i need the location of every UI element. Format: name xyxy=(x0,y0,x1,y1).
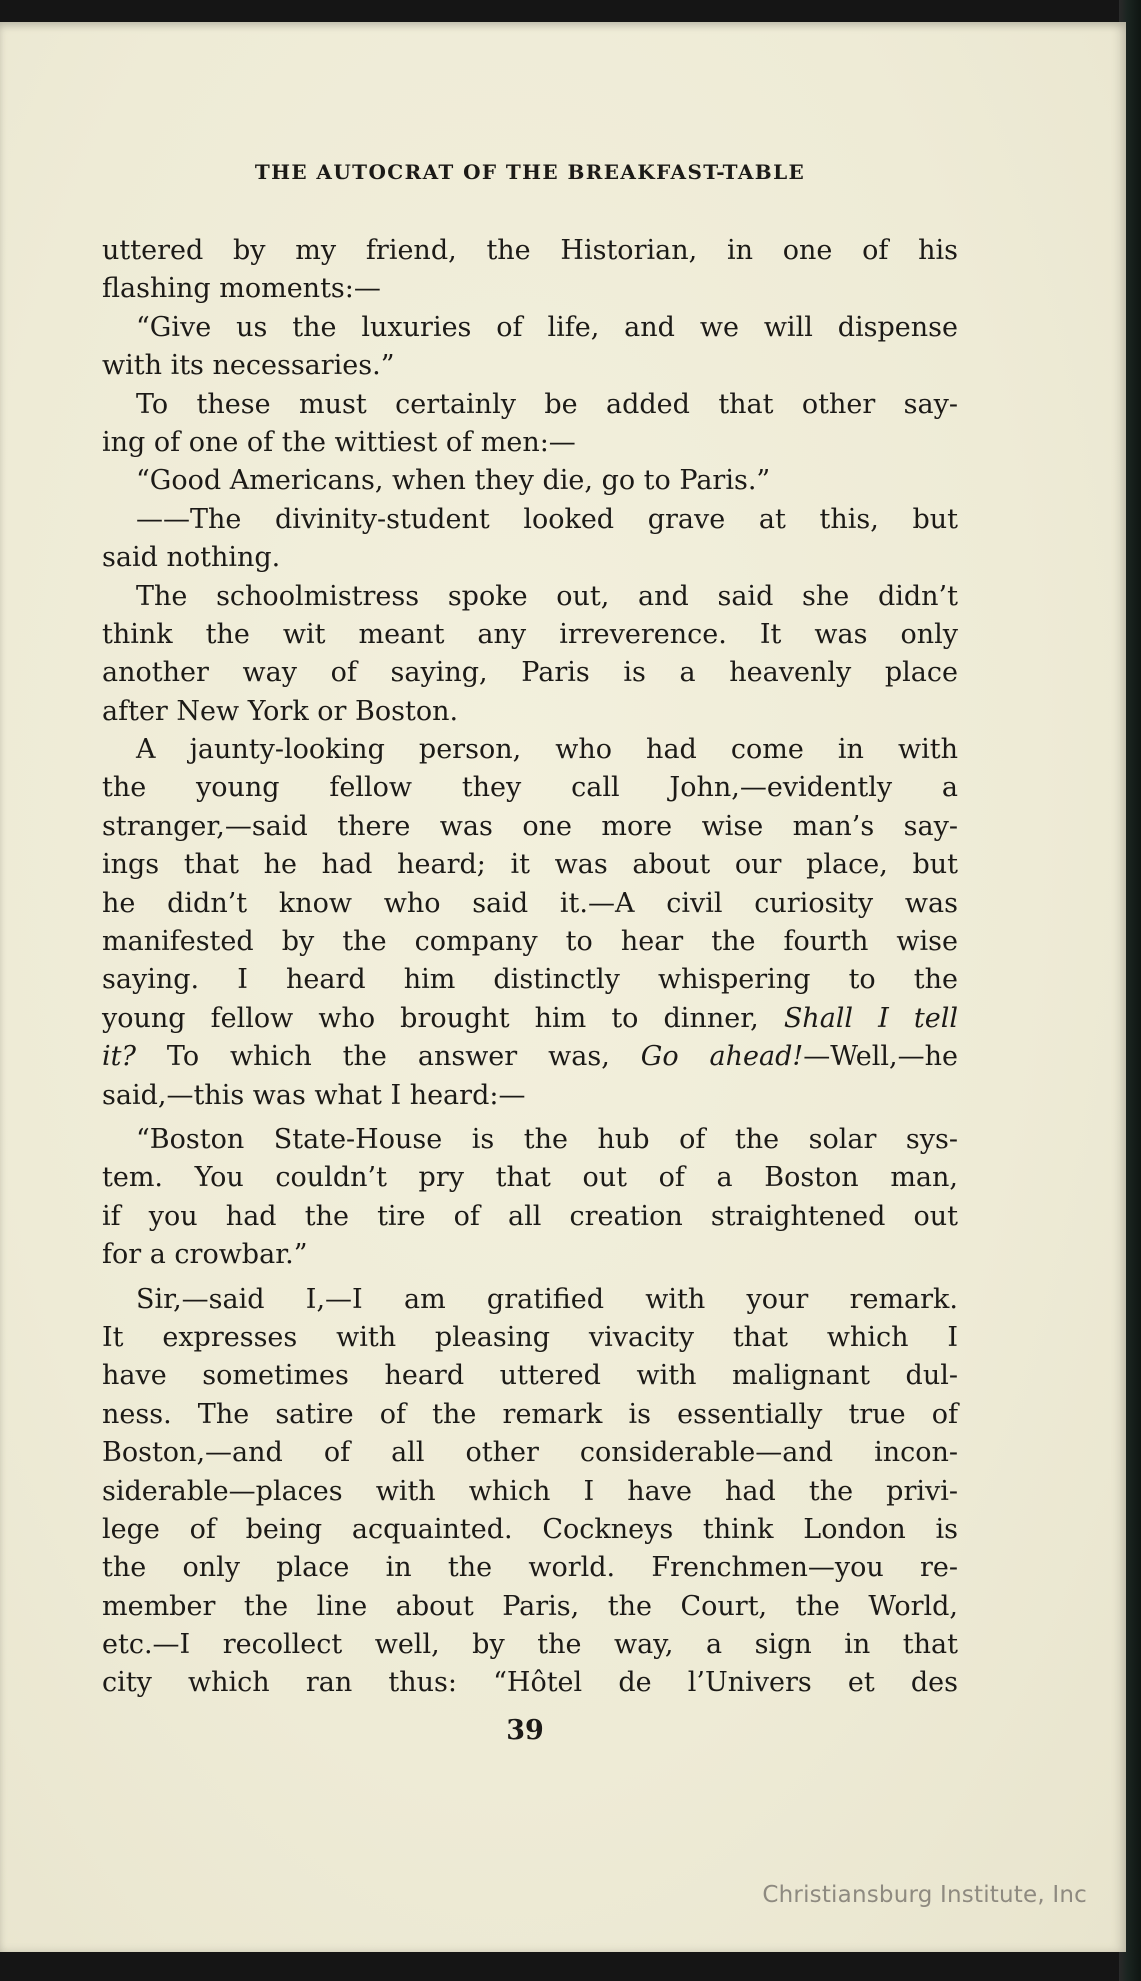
line-text: the young fellow they call John,—evidently a xyxy=(102,772,958,804)
running-head: THE AUTOCRAT OF THE BREAKFAST-TABLE xyxy=(254,160,806,184)
text-line xyxy=(102,1236,958,1274)
line-text: Sir,—said I,—I am gratified with your remark. xyxy=(136,1283,958,1315)
line-text: ings that he had heard; it was about our place, but xyxy=(102,849,958,881)
text-line xyxy=(102,1664,958,1702)
line-text: It expresses with pleasing vivacity that which I xyxy=(102,1321,958,1353)
line-text: the only place in the world. Frenchmen—you re- xyxy=(102,1552,958,1584)
text-line xyxy=(102,1121,958,1159)
line-text: The schoolmistress spoke out, and said she didn’t xyxy=(136,580,958,612)
text-line xyxy=(102,769,958,807)
line-text: young fellow who brought him to dinner, xyxy=(102,1002,784,1034)
line-text: said,—this was what I heard:— xyxy=(102,1079,526,1111)
line-text: another way of saying, Paris is a heavenly place xyxy=(102,657,958,689)
text-line xyxy=(102,539,958,577)
text-line xyxy=(102,654,958,692)
text-line xyxy=(102,1159,958,1197)
line-text: ing of one of the wittiest of men:— xyxy=(102,426,576,458)
line-text: ——The divinity-student looked grave at this, but xyxy=(136,503,958,535)
line-text: A jaunty-looking person, who had come in with xyxy=(136,734,958,766)
line-text: stranger,—said there was one more wise man’s say- xyxy=(102,810,958,842)
text-line xyxy=(102,923,958,961)
text-line xyxy=(102,347,958,385)
text-line xyxy=(102,1549,958,1587)
line-text: member the line about Paris, the Court, the World, xyxy=(102,1590,958,1622)
text-line xyxy=(102,386,958,424)
line-text: tem. You couldn’t pry that out of a Boston man, xyxy=(102,1162,958,1194)
text-line xyxy=(102,270,958,308)
line-text: ness. The satire of the remark is essentially true of xyxy=(102,1398,958,1430)
line-text: manifested by the company to hear the fourth wise xyxy=(102,926,958,958)
line-text: he didn’t know who said it.—A civil curiosity was xyxy=(102,887,958,919)
text-line xyxy=(102,961,958,999)
line-text: “Boston State-House is the hub of the solar sys- xyxy=(136,1123,958,1155)
text-line xyxy=(102,1511,958,1549)
line-text: —Well,—he xyxy=(803,1041,958,1073)
line-text: “Good Americans, when they die, go to Paris.” xyxy=(136,465,771,497)
text-line xyxy=(102,1281,958,1319)
text-line xyxy=(102,462,958,500)
line-text: “Give us the luxuries of life, and we will dispense xyxy=(136,311,958,343)
line-text: lege of being acquainted. Cockneys think London is xyxy=(102,1513,958,1545)
line-text: have sometimes heard uttered with malignant dul- xyxy=(102,1360,958,1392)
line-text: with its necessaries.” xyxy=(102,350,395,382)
line-text: city which ran thus: “Hôtel de l’Univers et des xyxy=(102,1667,958,1699)
text-line xyxy=(102,309,958,347)
text-line xyxy=(102,501,958,539)
text-line xyxy=(102,232,958,270)
line-text: To which the answer was, xyxy=(135,1041,641,1073)
italic-text: Go ahead! xyxy=(640,1041,804,1073)
watermark: Christiansburg Institute, Inc xyxy=(762,1882,1087,1908)
text-line xyxy=(102,1038,958,1076)
text-line xyxy=(102,1473,958,1511)
line-text: after New York or Boston. xyxy=(102,695,459,727)
text-line xyxy=(102,1319,958,1357)
text-line xyxy=(102,1626,958,1664)
text-line xyxy=(102,1357,958,1395)
text-line xyxy=(102,731,958,769)
line-text: siderable—places with which I have had the privi- xyxy=(102,1475,958,1507)
italic-text: Shall I tell xyxy=(783,1002,958,1034)
text-line xyxy=(102,1588,958,1626)
line-text: said nothing. xyxy=(102,542,281,574)
body-text xyxy=(102,232,958,1703)
text-line xyxy=(102,1396,958,1434)
line-text: if you had the tire of all creation straightened out xyxy=(102,1200,958,1232)
text-line xyxy=(102,1434,958,1472)
text-line xyxy=(102,846,958,884)
text-line xyxy=(102,885,958,923)
line-text: saying. I heard him distinctly whispering to the xyxy=(102,964,958,996)
page-number: 39 xyxy=(506,1715,544,1746)
text-line xyxy=(102,578,958,616)
line-text: flashing moments:— xyxy=(102,273,381,305)
italic-text: it? xyxy=(102,1041,136,1073)
line-text: for a crowbar.” xyxy=(102,1239,308,1271)
line-text: think the wit meant any irreverence. It was only xyxy=(102,618,958,650)
text-line xyxy=(102,693,958,731)
text-line xyxy=(102,616,958,654)
text-line xyxy=(102,1077,958,1115)
line-text: Boston,—and of all other considerable—and incon- xyxy=(102,1437,958,1469)
text-line xyxy=(102,1198,958,1236)
line-text: uttered by my friend, the Historian, in one of his xyxy=(102,235,958,266)
text-line xyxy=(102,424,958,462)
line-text: etc.—I recollect well, by the way, a sign in that xyxy=(102,1629,958,1661)
text-line xyxy=(102,1000,958,1038)
line-text: To these must certainly be added that other say- xyxy=(136,388,958,420)
text-line xyxy=(102,808,958,846)
